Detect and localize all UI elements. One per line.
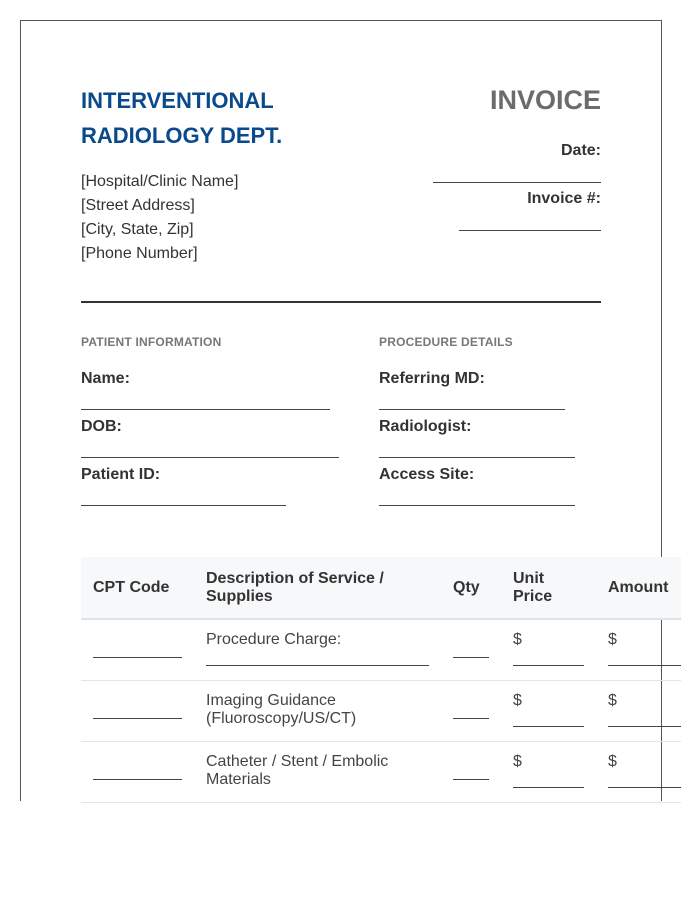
amount-cell[interactable] <box>596 742 681 803</box>
table-header-row <box>81 557 681 619</box>
amount-line <box>608 787 681 788</box>
dob-field[interactable] <box>81 457 339 458</box>
amount-line <box>608 665 681 666</box>
invoice-page <box>20 20 669 801</box>
description-cell[interactable] <box>194 619 441 681</box>
referring-md-field[interactable] <box>379 409 565 410</box>
hospital-name: [Hospital/Clinic Name] <box>81 173 239 190</box>
unit-price-currency: $ <box>513 631 522 648</box>
unit-price-line <box>513 726 584 727</box>
cpt-code-line <box>93 718 182 719</box>
column-header-qty: Qty <box>441 557 501 619</box>
department-name-line2: RADIOLOGY DEPT. <box>81 123 283 148</box>
unit-price-line <box>513 665 584 666</box>
amount-currency: $ <box>608 753 617 770</box>
header-divider <box>81 301 601 303</box>
description-cell <box>194 742 441 803</box>
table-row <box>81 742 681 803</box>
unit-price-currency: $ <box>513 692 522 709</box>
column-header-unit-price: Unit Price <box>501 557 596 619</box>
cpt-code-cell[interactable] <box>81 681 194 742</box>
hospital-address <box>81 170 238 266</box>
description-text: Imaging Guidance (Fluoroscopy/US/CT) <box>206 692 357 727</box>
procedure-details-heading: PROCEDURE DETAILS <box>379 335 513 349</box>
patient-id-label: Patient ID: <box>81 466 161 483</box>
cpt-code-line <box>93 657 182 658</box>
patient-name-label: Name: <box>81 370 130 387</box>
qty-line <box>453 779 489 780</box>
column-header-description: Description of Service / Supplies <box>194 557 441 619</box>
line-items-table <box>81 557 681 803</box>
patient-info-heading: PATIENT INFORMATION <box>81 335 222 349</box>
description-text: Catheter / Stent / Embolic Materials <box>206 753 389 788</box>
department-name-line1: INTERVENTIONAL <box>81 88 274 113</box>
dob-label: DOB: <box>81 418 122 435</box>
radiologist-field[interactable] <box>379 457 575 458</box>
radiologist-label: Radiologist: <box>379 418 472 435</box>
patient-id-field[interactable] <box>81 505 286 506</box>
cpt-code-cell[interactable] <box>81 619 194 681</box>
invoice-number-field[interactable] <box>459 230 601 231</box>
access-site-field[interactable] <box>379 505 575 506</box>
description-line <box>206 665 429 666</box>
amount-currency: $ <box>608 631 617 648</box>
qty-cell[interactable] <box>441 742 501 803</box>
amount-cell[interactable] <box>596 619 681 681</box>
unit-price-cell[interactable] <box>501 619 596 681</box>
qty-cell[interactable] <box>441 681 501 742</box>
date-field[interactable] <box>433 182 601 183</box>
phone-number: [Phone Number] <box>81 245 198 262</box>
qty-line <box>453 718 489 719</box>
table-row <box>81 619 681 681</box>
qty-line <box>453 657 489 658</box>
amount-line <box>608 726 681 727</box>
description-cell <box>194 681 441 742</box>
patient-name-field[interactable] <box>81 409 330 410</box>
unit-price-cell[interactable] <box>501 742 596 803</box>
table-row <box>81 681 681 742</box>
city-state-zip: [City, State, Zip] <box>81 221 194 238</box>
date-label: Date: <box>560 142 601 159</box>
cpt-code-line <box>93 779 182 780</box>
street-address: [Street Address] <box>81 197 195 214</box>
amount-cell[interactable] <box>596 681 681 742</box>
unit-price-currency: $ <box>513 753 522 770</box>
invoice-number-label: Invoice #: <box>527 190 601 207</box>
column-header-amount: Amount <box>596 557 681 619</box>
amount-currency: $ <box>608 692 617 709</box>
unit-price-line <box>513 787 584 788</box>
description-text: Procedure Charge: <box>206 631 342 648</box>
qty-cell[interactable] <box>441 619 501 681</box>
department-name <box>81 83 282 153</box>
access-site-label: Access Site: <box>379 466 475 483</box>
unit-price-cell[interactable] <box>501 681 596 742</box>
invoice-title: INVOICE <box>489 85 601 115</box>
column-header-cpt-code: CPT Code <box>81 557 194 619</box>
cpt-code-cell[interactable] <box>81 742 194 803</box>
referring-md-label: Referring MD: <box>379 370 485 387</box>
